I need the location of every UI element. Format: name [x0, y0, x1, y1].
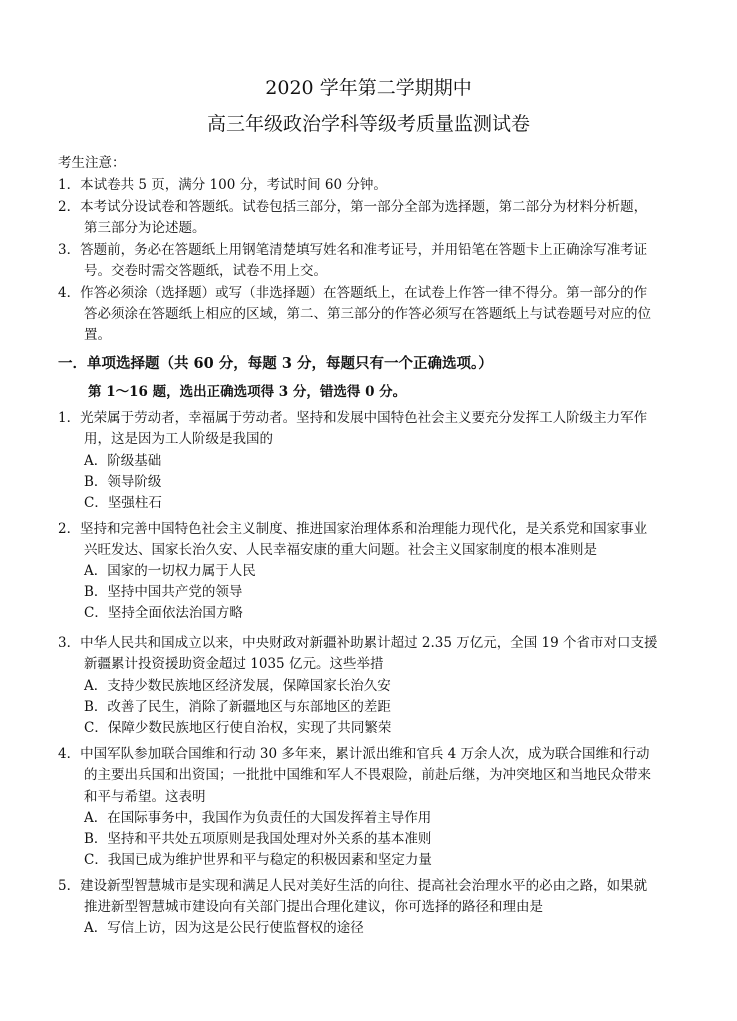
- question-3-option-c: C．保障少数民族地区行使自治权，实现了共同繁荣: [84, 720, 392, 736]
- question-1-option-c: C．坚强柱石: [84, 495, 162, 511]
- question-4-stem-line2: 的主要出兵国和出资国；一批批中国维和军人不畏艰险，前赴后继，为冲突地区和当地民众带来: [84, 767, 651, 783]
- question-4-stem-line1: 4．中国军队参加联合国维和行动 30 多年来，累计派出维和官兵 4 万余人次，成为联合国维和行动: [58, 746, 650, 762]
- question-2-option-c: C．坚持全面依法治国方略: [84, 605, 243, 621]
- question-2-stem-line2: 兴旺发达、国家长治久安、人民幸福安康的重大问题。社会主义国家制度的根本准则是: [84, 542, 597, 558]
- notice-item-4-line1: 4．作答必须涂（选择题）或写（非选择题）在答题纸上，在试卷上作答一律不得分。第一部分的作: [58, 285, 648, 301]
- question-4-stem-line3: 和平与希望。这表明: [84, 789, 206, 805]
- question-5-stem-line1: 5．建设新型智慧城市是实现和满足人民对美好生活的向往、提高社会治理水平的必由之路，如果就: [58, 878, 648, 894]
- notice-item-3-line1: 3．答题前，务必在答题纸上用钢笔清楚填写姓名和准考证号，并用铅笔在答题卡上正确涂写准考证: [58, 242, 648, 258]
- notice-item-3-line2: 号。交卷时需交答题纸，试卷不用上交。: [84, 263, 327, 279]
- notice-item-2-line2: 第三部分为论述题。: [84, 220, 206, 236]
- exam-title-line1: 2020 学年第二学期期中: [265, 77, 472, 99]
- question-2-option-a: A．国家的一切权力属于人民: [84, 563, 256, 579]
- notice-heading: 考生注意：: [58, 155, 126, 171]
- question-1-stem-line1: 1．光荣属于劳动者，幸福属于劳动者。坚持和发展中国特色社会主义要充分发挥工人阶级主力军作: [58, 410, 648, 426]
- question-3-stem-line2: 新疆累计投资援助资金超过 1035 亿元。这些举措: [84, 656, 384, 672]
- notice-item-1: 1．本试卷共 5 页，满分 100 分，考试时间 60 分钟。: [58, 177, 387, 193]
- question-3-option-a: A．支持少数民族地区经济发展，保障国家长治久安: [84, 678, 391, 694]
- section-heading: 一．单项选择题（共 60 分，每题 3 分，每题只有一个正确选项。）: [58, 355, 493, 372]
- notice-item-4-line2: 答必须涂在答题纸上相应的区域，第二、第三部分的作答必须写在答题纸上与试卷题号对应的位: [84, 306, 651, 322]
- question-4-option-b: B．坚持和平共处五项原则是我国处理对外关系的基本准则: [84, 831, 432, 847]
- question-1-option-a: A．阶级基础: [84, 453, 162, 469]
- question-4-option-a: A．在国际事务中，我国作为负责任的大国发挥着主导作用: [84, 810, 432, 826]
- exam-title-line2: 高三年级政治学科等级考质量监测试卷: [206, 113, 530, 135]
- question-5-option-a: A．写信上访，因为这是公民行使监督权的途径: [84, 920, 364, 936]
- question-3-stem-line1: 3．中华人民共和国成立以来，中央财政对新疆补助累计超过 2.35 万亿元，全国 19 个省市对口支援: [58, 635, 658, 651]
- notice-item-2-line1: 2．本考试分设试卷和答题纸。试卷包括三部分，第一部分全部为选择题，第二部分为材料分析题，: [58, 199, 648, 215]
- question-4-option-c: C．我国已成为维护世界和平与稳定的积极因素和坚定力量: [84, 852, 432, 868]
- question-2-option-b: B．坚持中国共产党的领导: [84, 584, 243, 600]
- question-2-stem-line1: 2．坚持和完善中国特色社会主义制度、推进国家治理体系和治理能力现代化，是关系党和国家事业: [58, 521, 648, 537]
- notice-item-4-line3: 置。: [84, 327, 111, 343]
- question-3-option-b: B．改善了民生，消除了新疆地区与东部地区的差距: [84, 699, 391, 715]
- question-1-stem-line2: 用，这是因为工人阶级是我国的: [84, 431, 273, 447]
- question-1-option-b: B．领导阶级: [84, 474, 162, 490]
- section-subheading: 第 1～16 题，选出正确选项得 3 分，错选得 0 分。: [88, 384, 407, 400]
- question-5-stem-line2: 推进新型智慧城市建设向有关部门提出合理化建议，你可选择的路径和理由是: [84, 899, 543, 915]
